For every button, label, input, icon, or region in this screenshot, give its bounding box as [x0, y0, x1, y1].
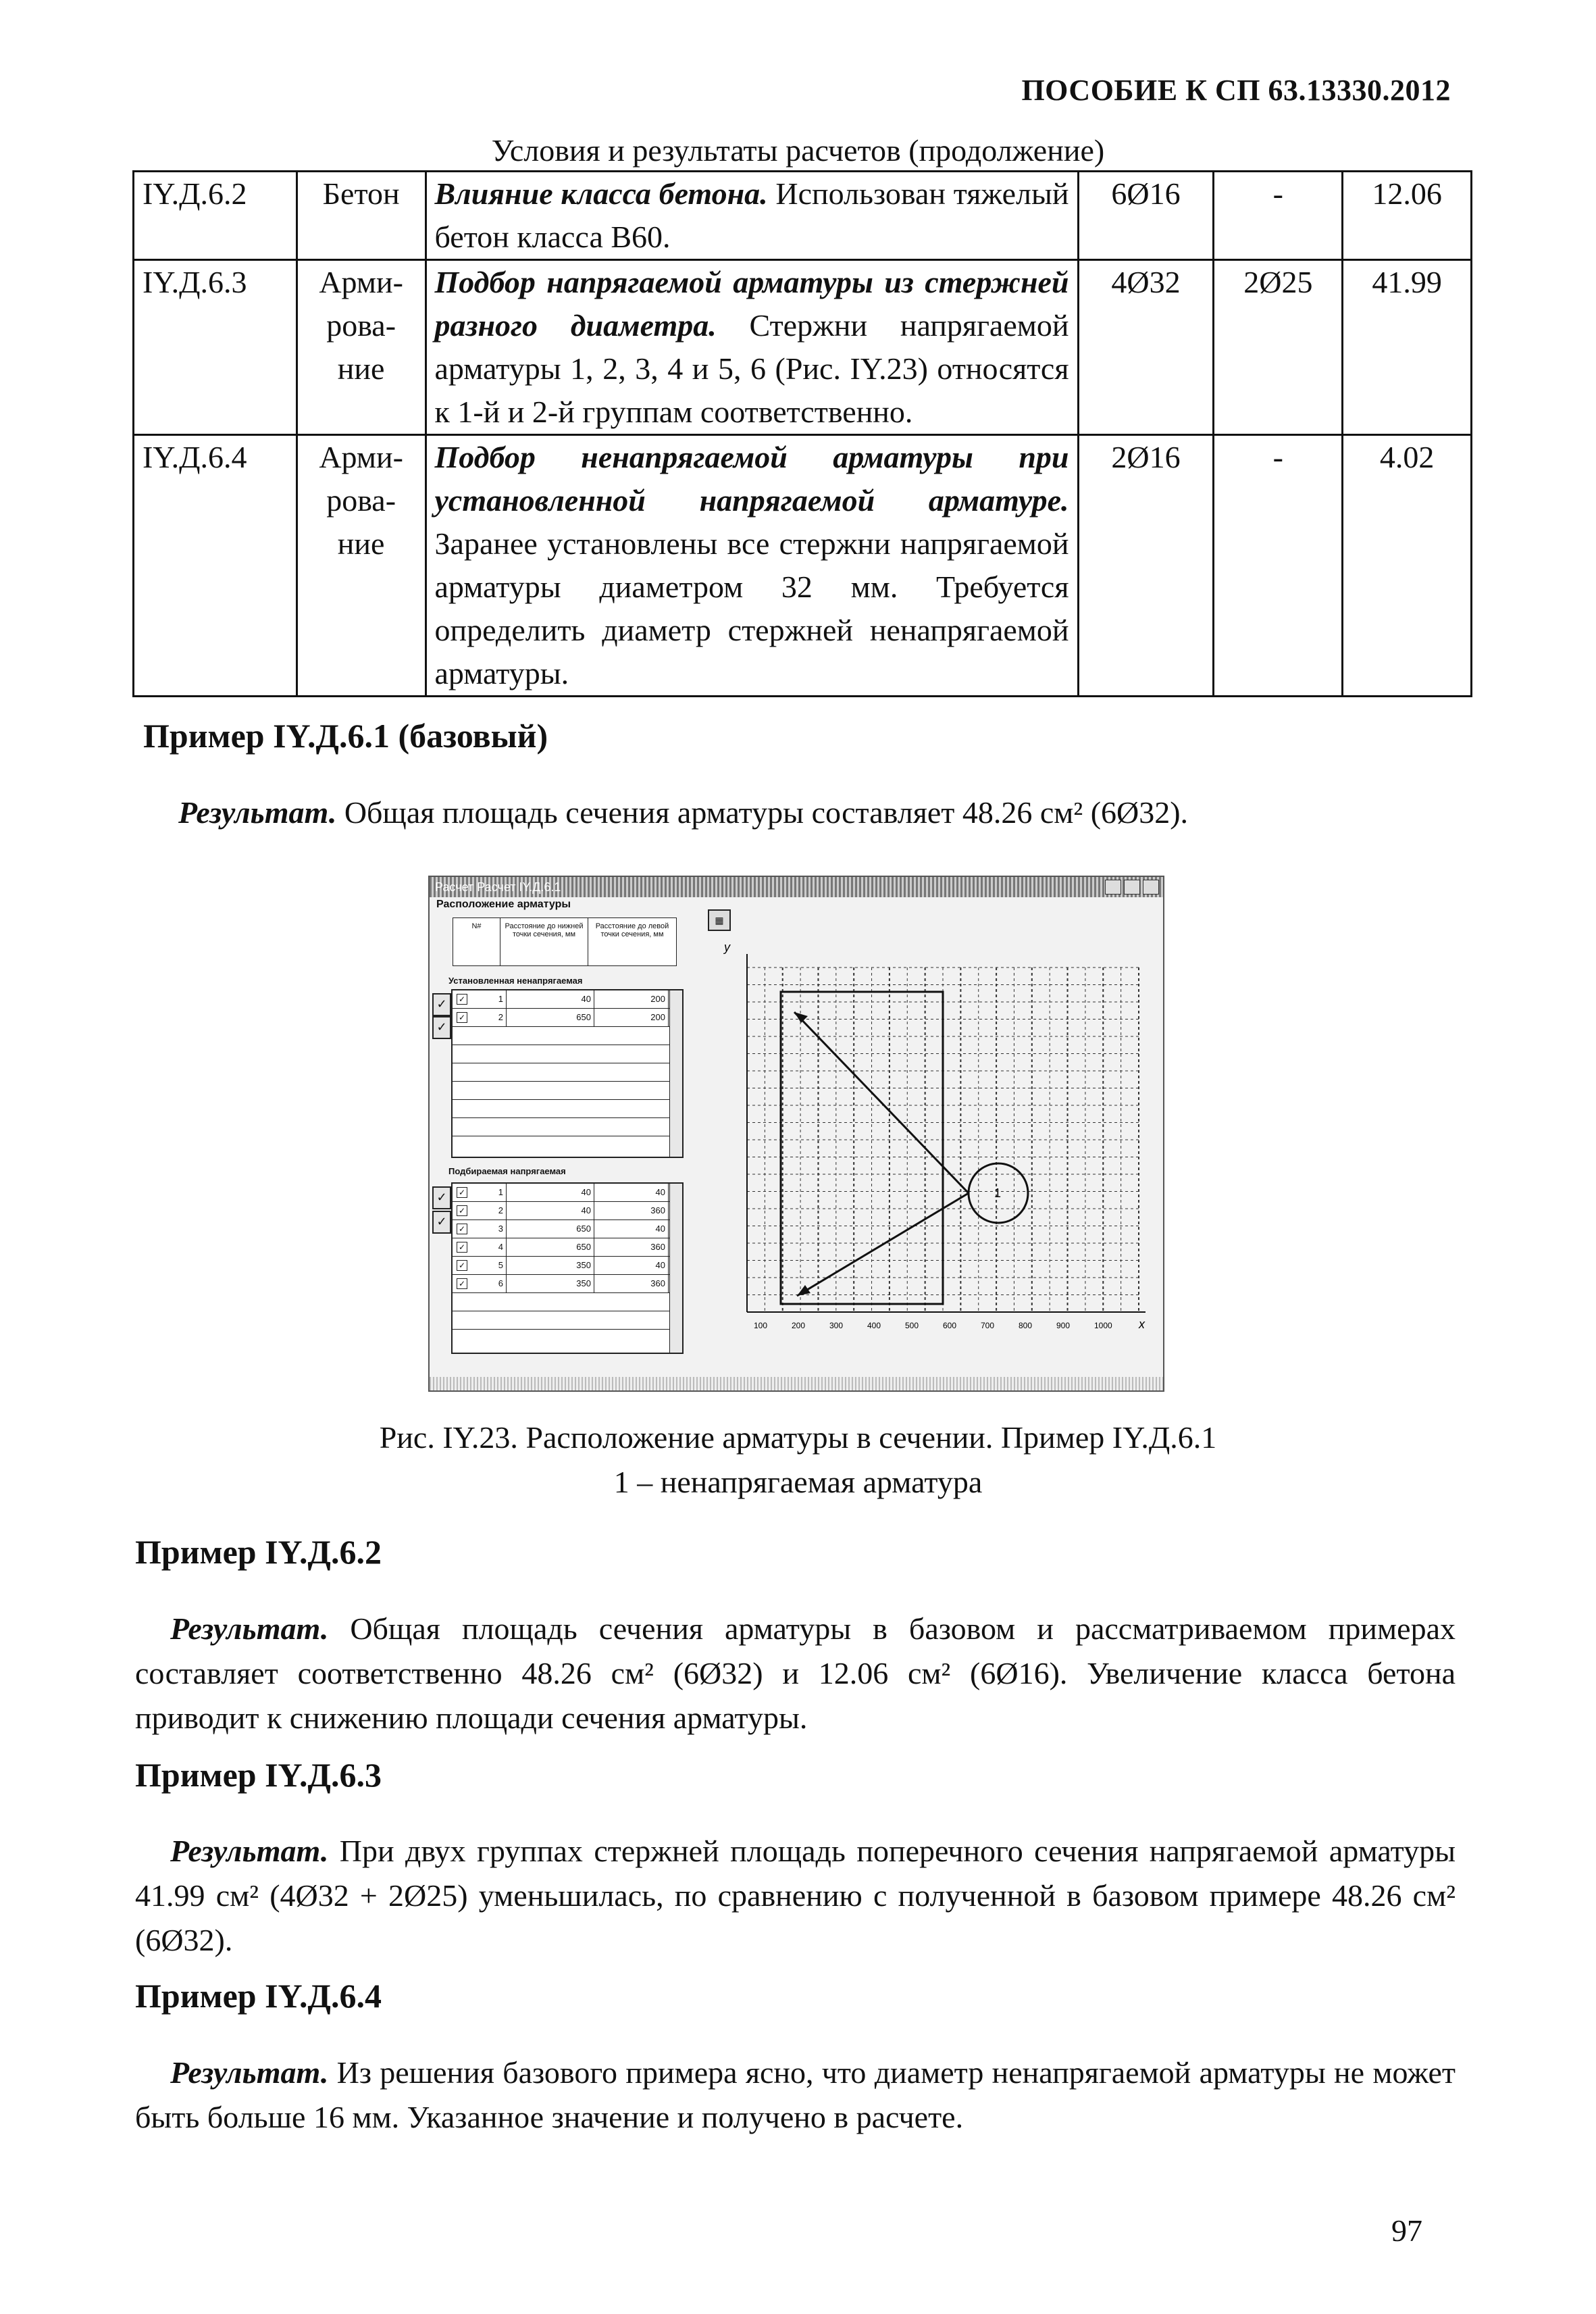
row-area: 41.99 [1343, 260, 1472, 435]
x-tick-label: 100 [754, 1321, 768, 1330]
example-result [143, 790, 1453, 835]
table-caption: Условия и результаты расчетов (продолжение) [491, 133, 1105, 168]
window-title: Расчет Расчет IY.Д.6.1 [435, 880, 561, 894]
row-main-bars: 6Ø16 [1078, 172, 1214, 260]
row-type: Бетон [297, 172, 426, 260]
row-description [426, 435, 1078, 697]
result-text: Из решения базового примера ясно, что диаметр ненапрягаемой арматуры не может быть больше 16 мм. Указанное значение и получено в расчете. [135, 2055, 1456, 2134]
x-tick-label: 400 [867, 1321, 881, 1330]
selected-label: Подбираемая напрягаемая [448, 1166, 566, 1176]
table-row[interactable] [453, 990, 682, 1009]
scrollbar[interactable] [669, 1184, 682, 1353]
toolbar-icon[interactable]: ▦ [708, 909, 731, 931]
bar-left[interactable]: 360 [594, 1275, 669, 1292]
check-icon[interactable]: ✓ [432, 1016, 451, 1039]
col-header-left: Расстояние до левой точки сечения, мм [595, 922, 669, 938]
table-row[interactable] [453, 1275, 682, 1293]
checkbox[interactable]: ✓ [457, 1224, 467, 1234]
table-row [134, 435, 1472, 697]
x-tick-label: 600 [943, 1321, 957, 1330]
arrowhead-icon [797, 1285, 810, 1296]
x-tick-label: 200 [792, 1321, 806, 1330]
example-heading: Пример IY.Д.6.4 [135, 1977, 382, 2015]
bar-bottom[interactable]: 650 [507, 1220, 594, 1238]
checkbox[interactable]: ✓ [457, 1260, 467, 1271]
results-table [132, 170, 1472, 697]
row-text: Заранее установлены все стержни напрягаемой арматуры диаметром 32 мм. Требуется определить диаметр стержней ненапрягаемой арматуры. [434, 526, 1069, 690]
check-icon[interactable]: ✓ [432, 993, 451, 1016]
row-type: Арми- рова- ние [297, 435, 426, 697]
col-header-n: N# [453, 918, 500, 965]
table-row[interactable] [453, 1009, 682, 1027]
check-icon[interactable]: ✓ [432, 1211, 451, 1234]
row-text: Использован тяжелый бетон класса В60. [434, 176, 1069, 254]
row-id: IY.Д.6.2 [134, 172, 297, 260]
checkbox[interactable]: ✓ [457, 1278, 467, 1289]
arrowhead-icon [794, 1012, 808, 1023]
check-icon[interactable]: ✓ [432, 1186, 451, 1209]
bar-number: 5 [470, 1257, 507, 1274]
bar-number: 1 [470, 1184, 507, 1201]
page-number: 97 [1391, 2213, 1422, 2248]
row-id: IY.Д.6.3 [134, 260, 297, 435]
table-row [134, 172, 1472, 260]
prestressed-table [451, 1182, 684, 1354]
bar-table-pane [432, 913, 696, 1380]
bar-number: 2 [470, 1009, 507, 1026]
x-tick-label: 1000 [1094, 1321, 1112, 1330]
x-tick-labels [754, 1321, 1112, 1330]
nonprestressed-table [451, 989, 684, 1158]
bar-left[interactable]: 40 [594, 1220, 669, 1238]
row-second-bars: - [1214, 435, 1343, 697]
bar-number: 6 [470, 1275, 507, 1292]
example-heading: Пример IY.Д.6.2 [135, 1533, 382, 1571]
status-bar [430, 1377, 1163, 1390]
row-text: Стержни напрягаемой арматуры 1, 2, 3, 4 и 5, 6 (Рис. IY.23) относятся к 1-й и 2-й группам соответственно. [434, 308, 1069, 429]
figure-caption: Рис. IY.23. Расположение арматуры в сечении. Пример IY.Д.6.1 [379, 1420, 1217, 1455]
row-area: 4.02 [1343, 435, 1472, 697]
marker-label: 1 [994, 1186, 1002, 1200]
bar-bottom[interactable]: 40 [507, 990, 594, 1008]
row-main-bars: 2Ø16 [1078, 435, 1214, 697]
result-label: Результат. [170, 1611, 329, 1646]
figure-caption-legend: 1 – ненапрягаемая арматура [613, 1465, 983, 1499]
bar-number: 2 [470, 1202, 507, 1219]
result-label: Результат. [170, 2055, 329, 2090]
row-description [426, 260, 1078, 435]
plot-grid [747, 954, 1145, 1312]
example-result [135, 2051, 1456, 2140]
row-type: Арми- рова- ние [297, 260, 426, 435]
bar-left[interactable]: 360 [594, 1238, 669, 1256]
table-row[interactable] [453, 1238, 682, 1257]
checkbox[interactable]: ✓ [457, 1205, 467, 1216]
bar-left[interactable]: 40 [594, 1257, 669, 1274]
table-row[interactable] [453, 1257, 682, 1275]
row-id: IY.Д.6.4 [134, 435, 297, 697]
bar-bottom[interactable]: 350 [507, 1275, 594, 1292]
bar-number: 1 [470, 990, 507, 1008]
table-row[interactable] [453, 1202, 682, 1220]
x-tick-label: 700 [981, 1321, 995, 1330]
row-title: Подбор напрягаемой арматуры из стержней разного диаметра. [434, 265, 1069, 343]
col-header-bottom: Расстояние до нижней точки сечения, мм [500, 918, 588, 965]
table-row[interactable] [453, 1220, 682, 1238]
result-text: Общая площадь сечения арматуры составляет 48.26 см² (6Ø32). [336, 795, 1189, 830]
result-text: Общая площадь сечения арматуры в базовом и рассматриваемом примерах составляет соответственно 48.26 см² (6Ø32) и 12.06 см² (6Ø16). Увеличение класса бетона приводит к снижению площади сечения арматуры. [135, 1611, 1456, 1735]
scrollbar[interactable] [669, 990, 682, 1157]
checkbox[interactable]: ✓ [457, 1187, 467, 1198]
x-tick-label: 800 [1019, 1321, 1033, 1330]
document-header: ПОСОБИЕ К СП 63.13330.2012 [1021, 74, 1451, 107]
row-second-bars: 2Ø25 [1214, 260, 1343, 435]
bar-left[interactable]: 200 [594, 1009, 669, 1026]
bar-bottom[interactable]: 40 [507, 1184, 594, 1201]
result-label: Результат. [178, 795, 337, 830]
table-row [134, 260, 1472, 435]
example-result [135, 1829, 1456, 1963]
column-header [453, 917, 677, 966]
checkbox[interactable]: ✓ [457, 994, 467, 1005]
bar-bottom[interactable]: 650 [507, 1238, 594, 1256]
row-description [426, 172, 1078, 260]
result-text: При двух группах стержней площадь поперечного сечения напрягаемой арматуры 41.99 см² (4Ø32 + 2Ø25) уменьшилась, по сравнению с полученной в базовом примере 48.26 см² (6Ø32). [135, 1834, 1456, 1957]
bar-number: 3 [470, 1220, 507, 1238]
result-label: Результат. [170, 1834, 329, 1868]
x-tick-label: 300 [829, 1321, 844, 1330]
program-window [428, 876, 1164, 1392]
row-second-bars: - [1214, 172, 1343, 260]
row-main-bars: 4Ø32 [1078, 260, 1214, 435]
section-plot [706, 913, 1159, 1373]
x-tick-label: 500 [905, 1321, 919, 1330]
window-titlebar [430, 877, 1163, 897]
table-row[interactable] [453, 1184, 682, 1202]
example-heading: Пример IY.Д.6.1 (базовый) [143, 717, 548, 755]
row-area: 12.06 [1343, 172, 1472, 260]
panel-title: Расположение арматуры [436, 899, 571, 910]
bar-bottom[interactable]: 650 [507, 1009, 594, 1026]
y-axis-label: y [724, 940, 730, 954]
x-axis-label: x [1139, 1317, 1145, 1331]
example-result [135, 1607, 1456, 1740]
installed-label: Установленная ненапрягаемая [448, 976, 583, 986]
minimize-icon[interactable] [1105, 880, 1121, 895]
bar-left[interactable]: 200 [594, 990, 669, 1008]
bar-bottom[interactable]: 350 [507, 1257, 594, 1274]
row-title: Влияние класса бетона. [434, 176, 768, 211]
close-icon[interactable] [1143, 880, 1159, 895]
example-heading: Пример IY.Д.6.3 [135, 1756, 382, 1794]
row-title: Подбор ненапрягаемой арматуры при установленной напрягаемой арматуре. [434, 440, 1069, 518]
bar-left[interactable]: 40 [594, 1184, 669, 1201]
bar-bottom[interactable]: 40 [507, 1202, 594, 1219]
bar-number: 4 [470, 1238, 507, 1256]
x-tick-label: 900 [1056, 1321, 1071, 1330]
maximize-icon[interactable] [1124, 880, 1140, 895]
bar-left[interactable]: 360 [594, 1202, 669, 1219]
checkbox[interactable]: ✓ [457, 1012, 467, 1023]
checkbox[interactable]: ✓ [457, 1242, 467, 1253]
